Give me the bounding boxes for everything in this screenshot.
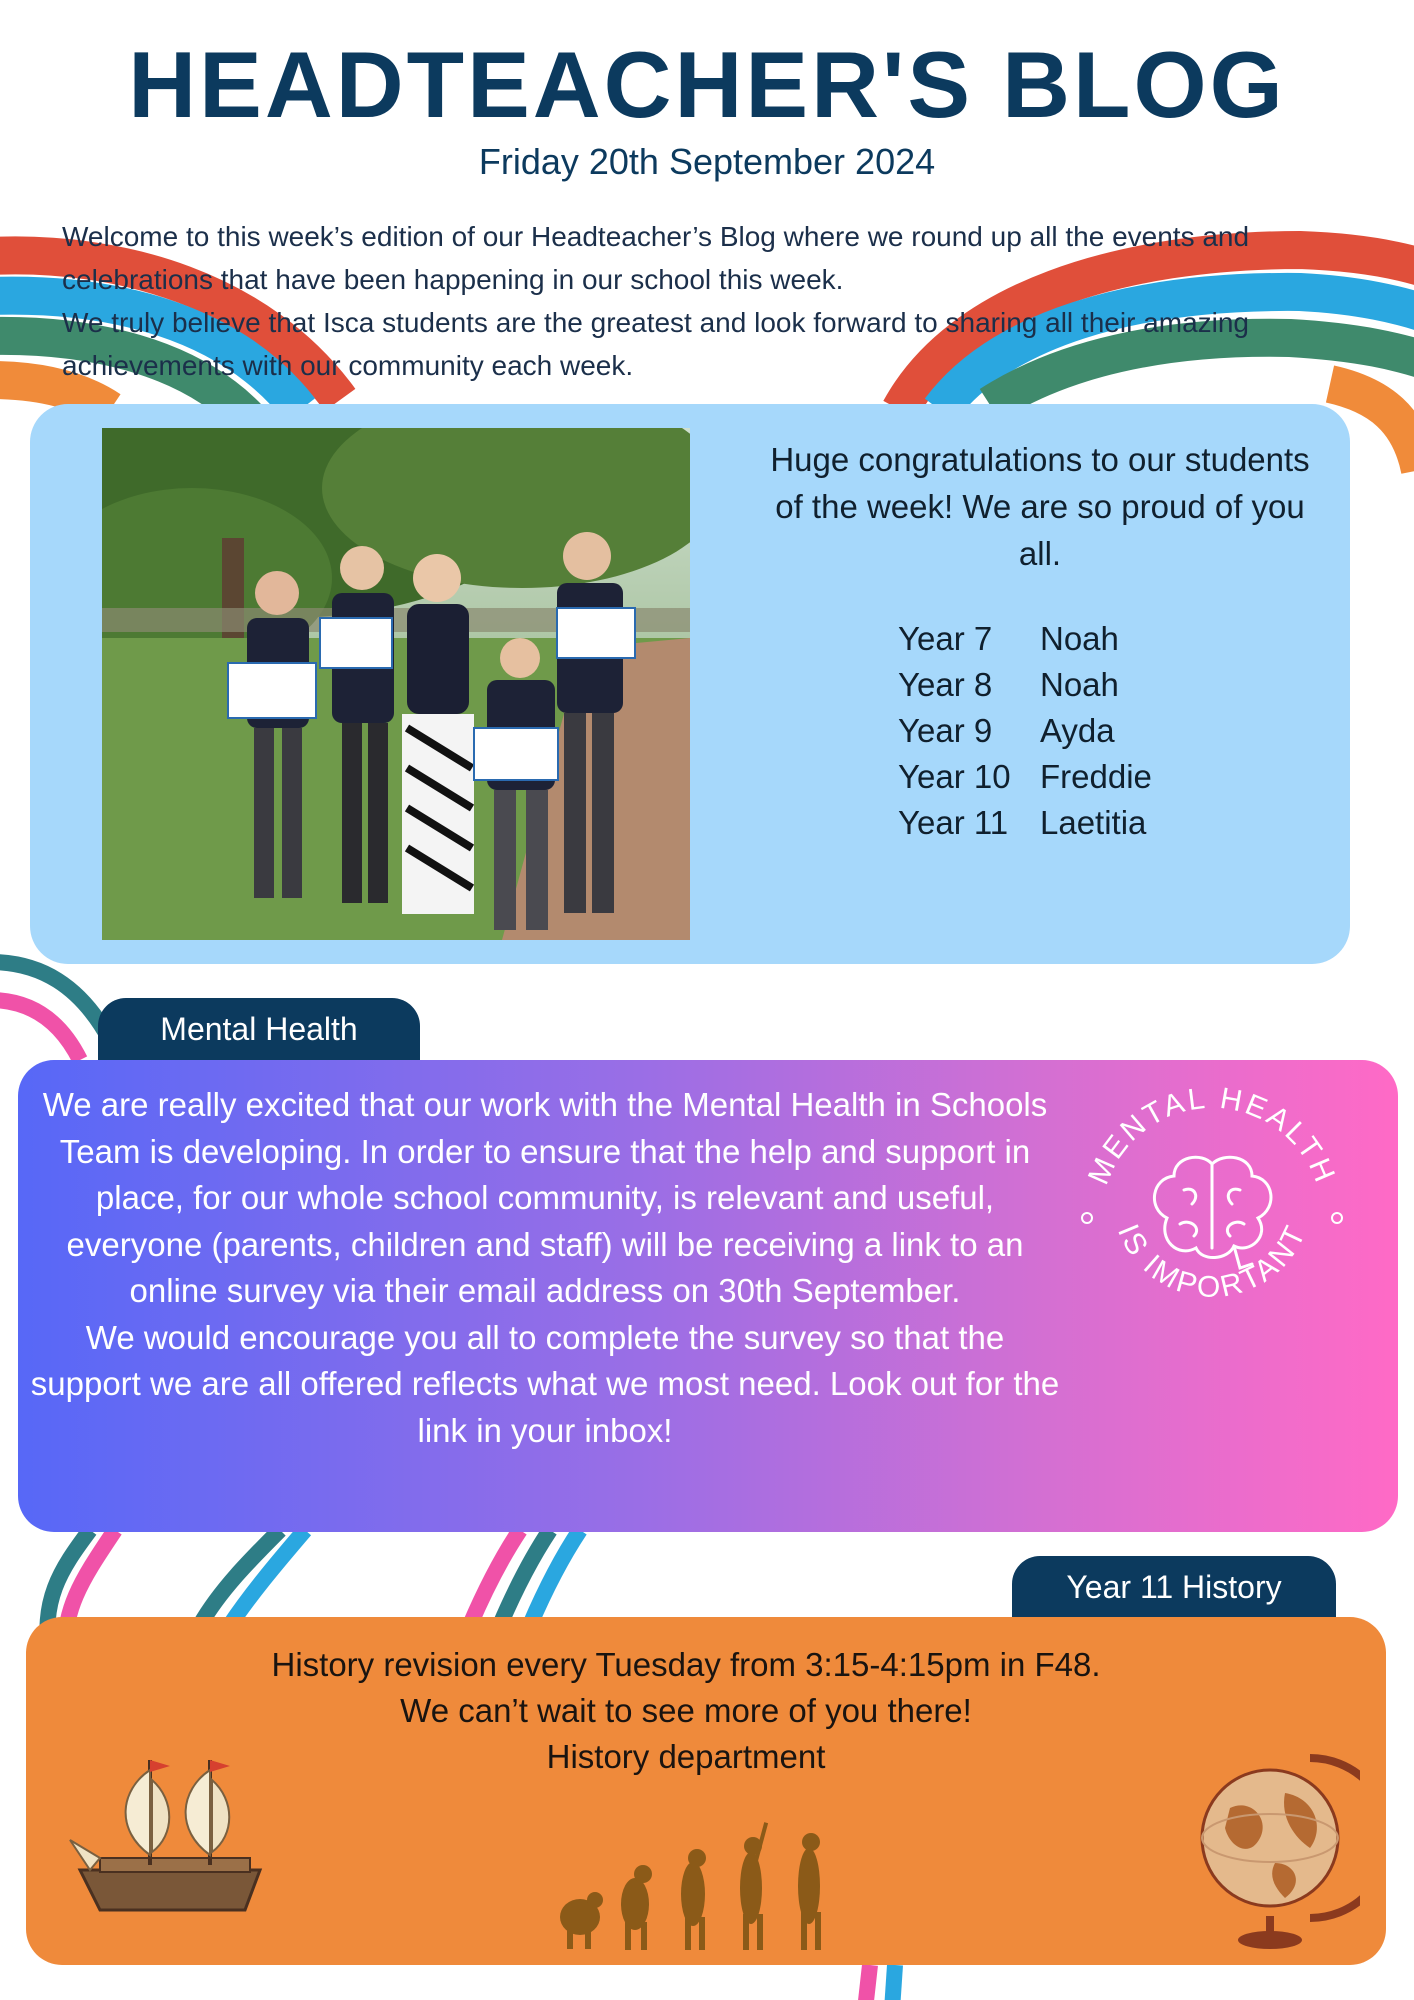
mental-health-paragraph-1: We are really excited that our work with the Mental Health in Schools Team is developing. In order to ensure that the help and support in place, for our whole school community, is relevant and useful, everyone (parents, children and staff) will be receiving a link to an online survey via their email address on 30th September. — [42, 1086, 1048, 1309]
history-line-2: We can’t wait to see more of you there! — [400, 1692, 972, 1729]
evolution-icon — [555, 1812, 855, 1952]
list-item — [898, 708, 1152, 754]
blog-date: Friday 20th September 2024 — [478, 141, 936, 182]
page-title: HEADTEACHER'S BLOG — [128, 32, 1286, 137]
badge-bottom-text: IS IMPORTANT — [1110, 1218, 1314, 1305]
certificate — [474, 728, 558, 780]
certificate — [228, 663, 316, 718]
history-line-3: History department — [546, 1738, 826, 1775]
ribbon-pink-left — [0, 1000, 80, 1060]
mental-health-badge — [1062, 1068, 1362, 1368]
mental-health-paragraph-2: We would encourage you all to complete the survey so that the support we are all offered reflects what we most need. Look out for the link in your inbox! — [30, 1318, 1060, 1449]
students-photo — [102, 428, 690, 940]
mental-health-tab: Mental Health — [98, 998, 420, 1060]
student-name: Noah — [1040, 620, 1119, 657]
intro-paragraph-1: Welcome to this week’s edition of our Headteacher’s Blog where we round up all the events and celebrations that have been happening in our school this week. — [62, 221, 1250, 295]
intro-paragraph-2: We truly believe that Isca students are the greatest and look forward to sharing all their amazing achievements with our community each week. — [62, 307, 1250, 381]
student-name: Laetitia — [1040, 804, 1147, 841]
year-label: Year 11 — [898, 804, 1009, 841]
ribbon-bottom-blue — [892, 1965, 895, 2000]
globe-icon — [1190, 1738, 1360, 1952]
history-line-1: History revision every Tuesday from 3:15-4:15pm in F48. — [271, 1646, 1101, 1683]
brain-icon — [1154, 1157, 1271, 1268]
badge-top-text: MENTAL HEALTH — [1081, 1081, 1343, 1190]
list-item — [898, 616, 1152, 662]
intro-text — [62, 215, 1362, 387]
congratulations-message: Huge congratulations to our students of the week! We are so proud of you all. — [770, 441, 1310, 572]
year-label: Year 9 — [898, 712, 993, 749]
list-item — [898, 800, 1152, 846]
year-label: Year 8 — [898, 666, 993, 703]
students-of-week-list — [898, 616, 1152, 846]
year-label: Year 7 — [898, 620, 993, 657]
ribbon-bottom-pink — [865, 1965, 870, 2000]
list-item — [898, 754, 1152, 800]
certificate — [557, 608, 635, 658]
ship-icon — [60, 1740, 280, 1920]
list-item — [898, 662, 1152, 708]
student-name: Freddie — [1040, 758, 1152, 795]
mental-health-text — [30, 1082, 1060, 1454]
teacher-figure — [402, 554, 474, 914]
year-label: Year 10 — [898, 758, 1011, 795]
history-tab: Year 11 History — [1012, 1556, 1336, 1618]
certificate — [320, 618, 392, 668]
student-name: Ayda — [1040, 712, 1115, 749]
student-name: Noah — [1040, 666, 1119, 703]
